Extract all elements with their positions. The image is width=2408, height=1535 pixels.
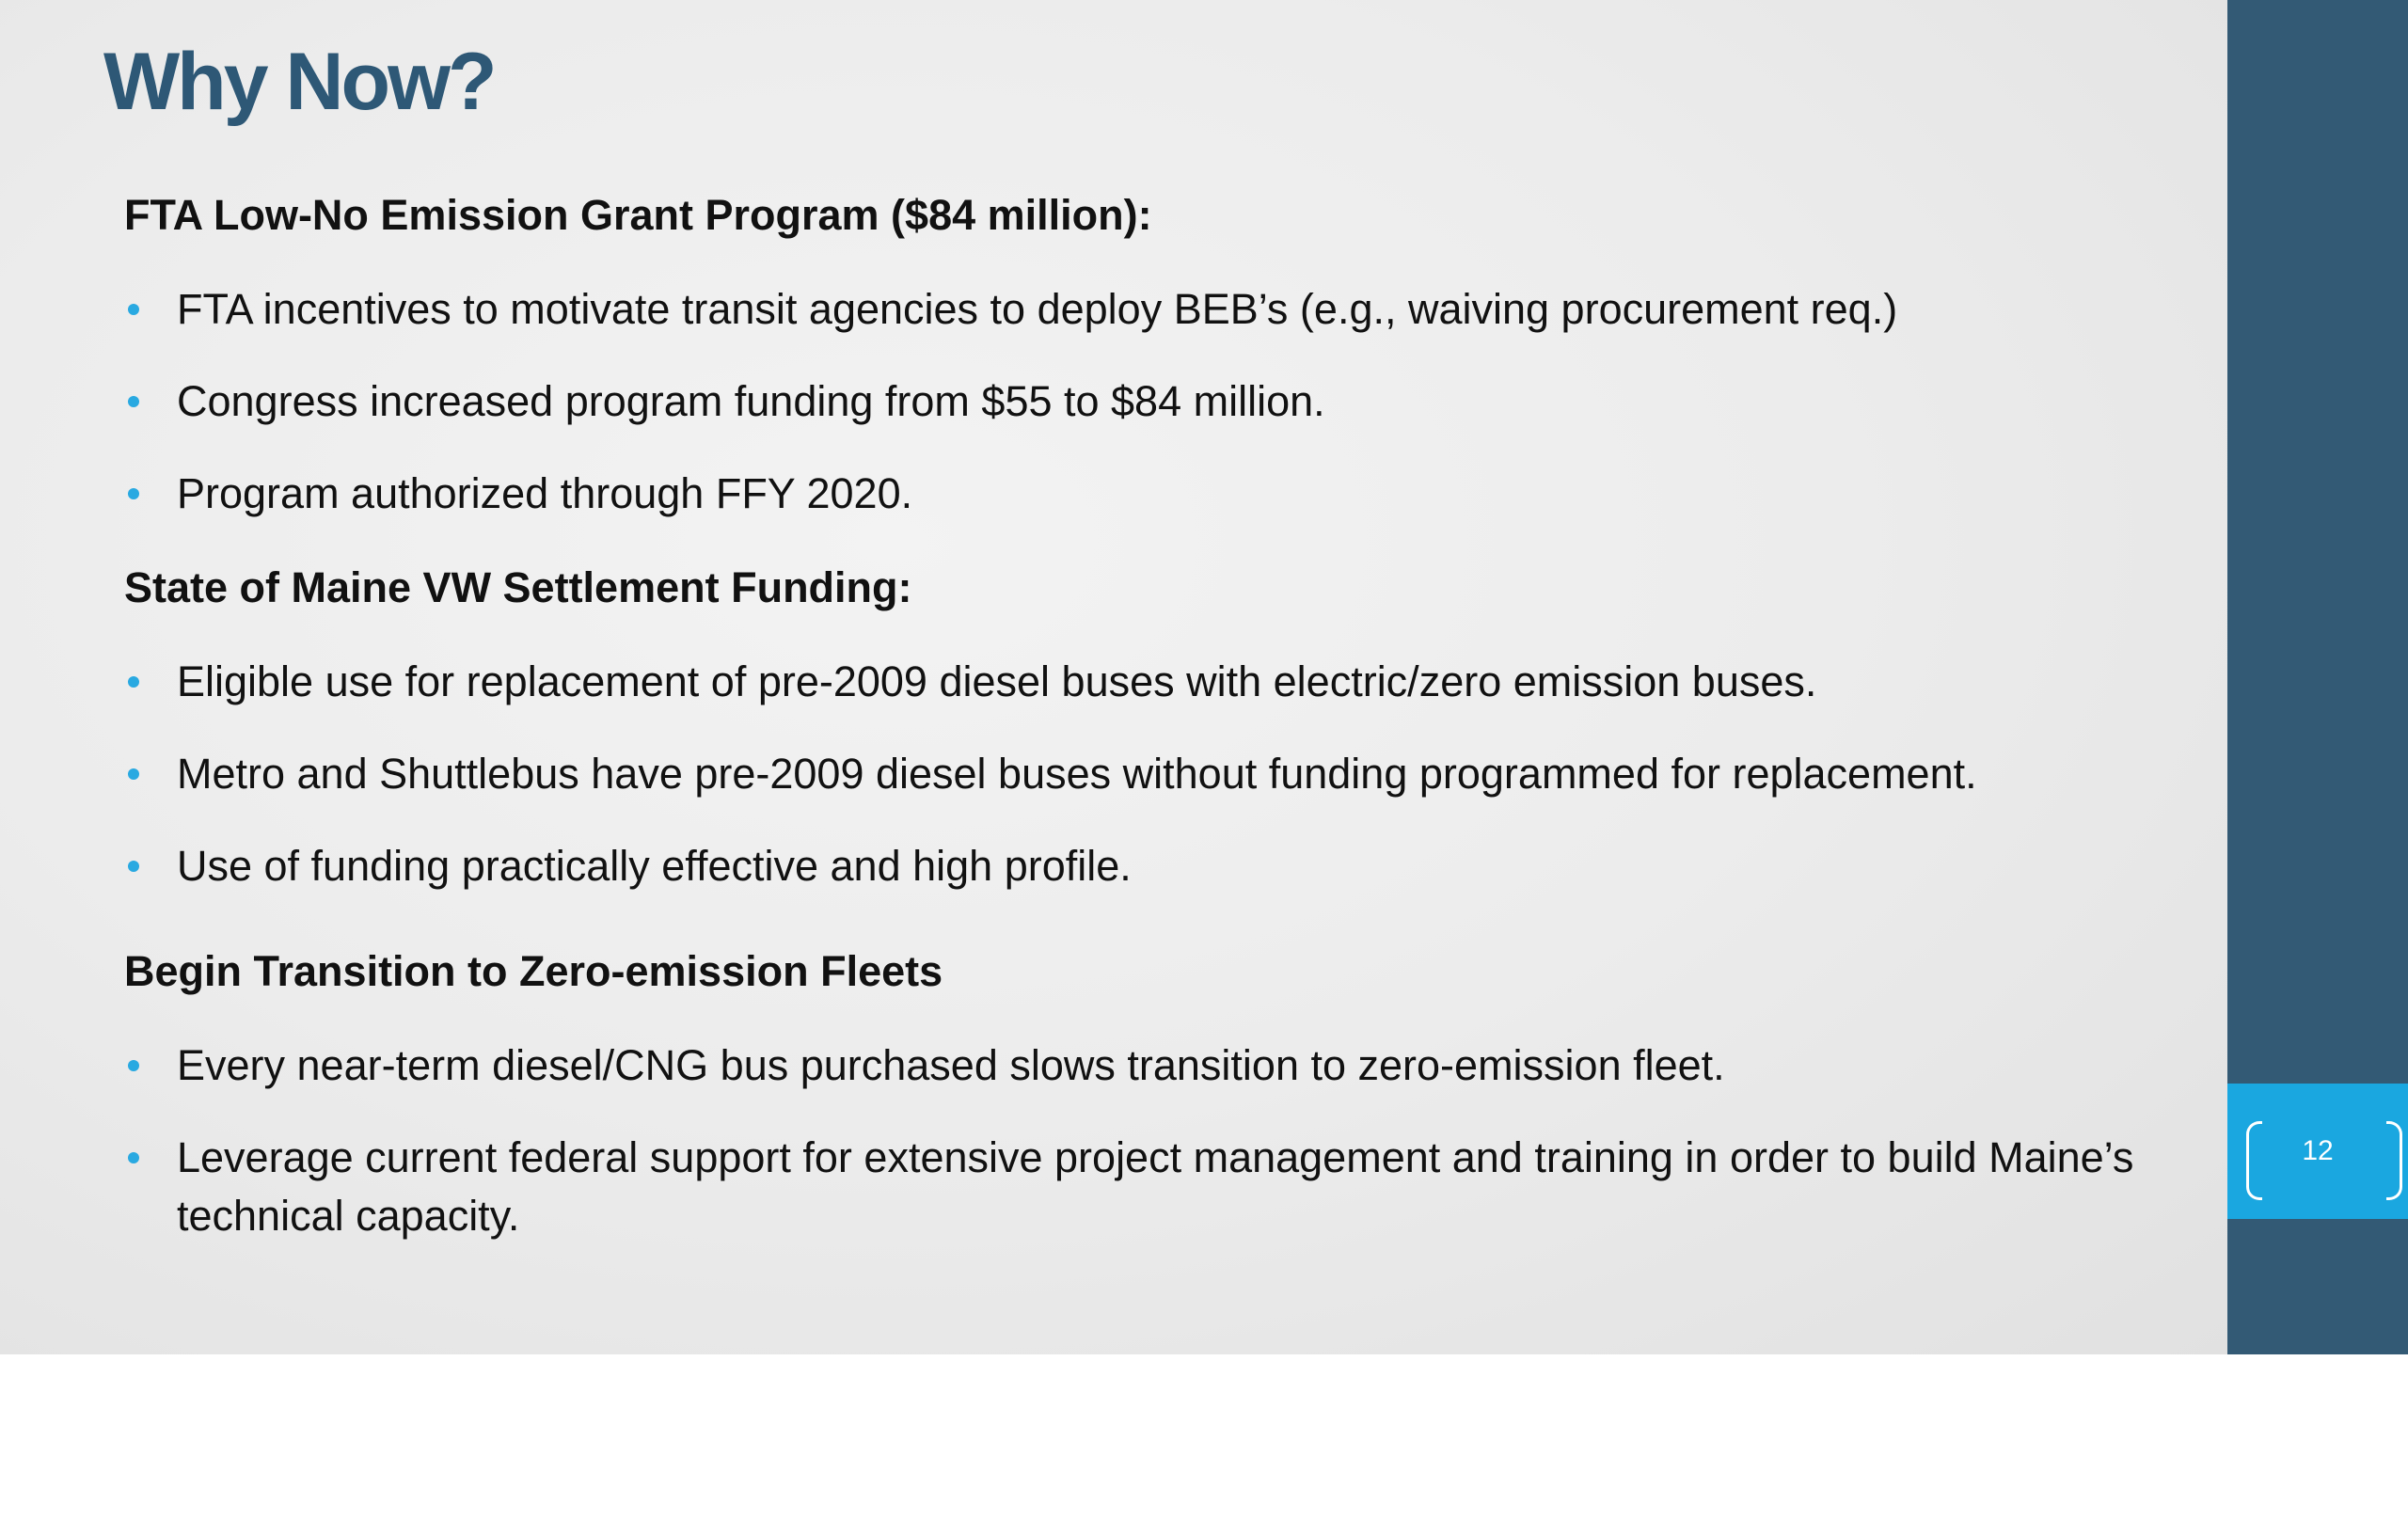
bullet-text: Use of funding practically effective and high profile. xyxy=(177,842,1132,890)
bullet-icon xyxy=(128,861,139,872)
slide-content xyxy=(124,188,2194,1245)
page-number-box xyxy=(2227,1084,2408,1219)
section-heading-vw: State of Maine VW Settlement Funding: xyxy=(124,563,912,611)
list-item xyxy=(124,372,2194,431)
list-item xyxy=(124,1037,2194,1095)
bullet-text: Metro and Shuttlebus have pre-2009 diesel buses without funding programmed for replacement. xyxy=(177,750,1977,798)
list-item xyxy=(124,745,2194,803)
bullet-icon xyxy=(128,768,139,780)
bullet-list-fta xyxy=(124,280,2194,523)
list-item xyxy=(124,280,2194,339)
list-item xyxy=(124,653,2194,711)
list-item xyxy=(124,1129,2194,1245)
bullet-icon xyxy=(128,1152,139,1163)
section-heading-transition: Begin Transition to Zero-emission Fleets xyxy=(124,947,943,995)
bullet-icon xyxy=(128,396,139,407)
list-item xyxy=(124,465,2194,523)
bullet-icon xyxy=(128,488,139,499)
bullet-text: Leverage current federal support for extensive project management and training in order to build Maine’s technical capacity. xyxy=(177,1133,2134,1240)
bullet-icon xyxy=(128,1060,139,1071)
bullet-text: Eligible use for replacement of pre-2009 diesel buses with electric/zero emission buses. xyxy=(177,657,1817,705)
bullet-text: Program authorized through FFY 2020. xyxy=(177,469,913,517)
list-item xyxy=(124,837,2194,895)
slide-title: Why Now? xyxy=(103,37,495,127)
bullet-icon xyxy=(128,304,139,315)
page-number: 12 xyxy=(2302,1135,2334,1166)
bullet-text: Every near-term diesel/CNG bus purchased slows transition to zero-emission fleet. xyxy=(177,1041,1725,1089)
bullet-list-vw xyxy=(124,653,2194,895)
bullet-text: FTA incentives to motivate transit agencies to deploy BEB’s (e.g., waiving procurement req.) xyxy=(177,285,1898,333)
bullet-text: Congress increased program funding from $55 to $84 million. xyxy=(177,377,1325,425)
section-heading-fta: FTA Low-No Emission Grant Program ($84 million): xyxy=(124,191,1152,239)
bullet-list-transition xyxy=(124,1037,2194,1245)
bullet-icon xyxy=(128,676,139,688)
